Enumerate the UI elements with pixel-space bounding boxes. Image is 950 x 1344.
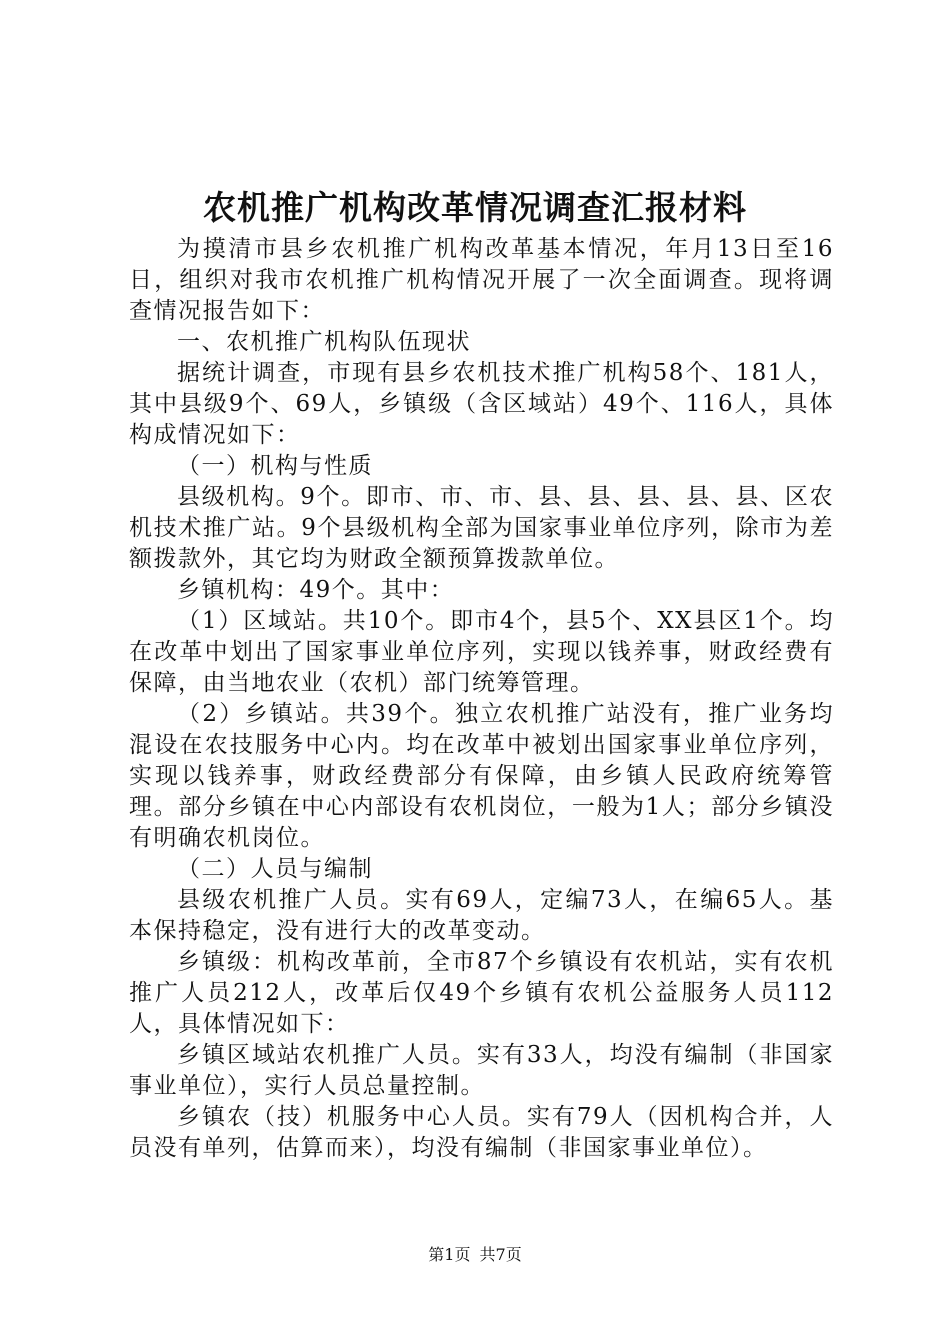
paragraph-county-staff: 县级农机推广人员。实有69人，定编73人，在编65人。基本保持稳定，没有进行大的改革变动。 [129, 887, 834, 944]
paragraph-service-center-staff: 乡镇农（技）机服务中心人员。实有79人（因机构合并，人员没有单列，估算而来），均没有编制（非国家事业单位）。 [129, 1104, 834, 1161]
paragraph-township-institutions: 乡镇机构：49个。其中： [177, 577, 455, 603]
subsection-heading-1: （一）机构与性质 [177, 453, 373, 479]
page-number: 第1页 [428, 1245, 471, 1264]
page-total: 共7页 [479, 1245, 522, 1264]
paragraph-township-stations: （2）乡镇站。共39个。独立农机推广站没有，推广业务均混设在农技服务中心内。均在改革中被划出国家事业单位序列，实现以钱养事，财政经费部分有保障，由乡镇人民政府统筹管理。部分乡镇在中心内部设有农机岗位，一般为1人；部分乡镇没有明确农机岗位。 [129, 701, 834, 851]
page-footer [0, 1243, 950, 1267]
paragraph-statistics: 据统计调查，市现有县乡农机技术推广机构58个、181人，其中县级9个、69人，乡镇级（含区域站）49个、116人，具体构成情况如下： [129, 360, 834, 448]
paragraph-intro: 为摸清市县乡农机推广机构改革基本情况，年月13日至16日，组织对我市农机推广机构情况开展了一次全面调查。现将调查情况报告如下： [129, 236, 834, 324]
paragraph-township-staff: 乡镇级：机构改革前，全市87个乡镇设有农机站，实有农机推广人员212人，改革后仅49个乡镇有农机公益服务人员112人，具体情况如下： [129, 949, 834, 1037]
paragraph-regional-staff: 乡镇区域站农机推广人员。实有33人，均没有编制（非国家事业单位），实行人员总量控制。 [129, 1042, 834, 1099]
section-heading-1: 一、农机推广机构队伍现状 [177, 329, 471, 355]
subsection-heading-2: （二）人员与编制 [177, 856, 373, 882]
paragraph-county-institutions: 县级机构。9个。即市、市、市、县、县、县、县、县、区农机技术推广站。9个县级机构全部为国家事业单位序列，除市为差额拨款外，其它均为财政全额预算拨款单位。 [129, 484, 834, 572]
paragraph-regional-stations: （1）区域站。共10个。即市4个，县5个、XX县区1个。均在改革中划出了国家事业单位序列，实现以钱养事，财政经费有保障，由当地农业（农机）部门统筹管理。 [129, 608, 834, 696]
document-body [129, 234, 834, 1164]
document-title: 农机推广机构改革情况调查汇报材料 [203, 188, 747, 227]
